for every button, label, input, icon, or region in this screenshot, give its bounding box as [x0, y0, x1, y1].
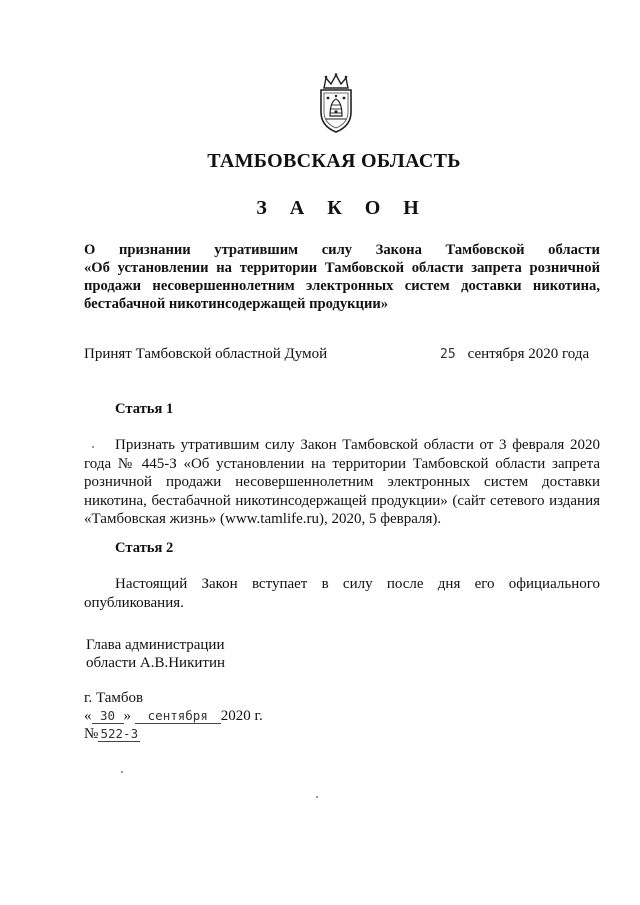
law-number	[84, 725, 263, 743]
adoption-date	[440, 346, 589, 363]
scan-speck	[121, 771, 123, 773]
city: г. Тамбов	[84, 690, 144, 706]
scan-speck	[92, 446, 94, 448]
subject-word: Закона	[375, 242, 422, 258]
signature-block	[86, 636, 225, 672]
adoption-day: 25	[440, 347, 456, 362]
article-1-heading: Статья 1	[115, 401, 174, 417]
subject-word: признании	[118, 242, 191, 258]
article-2-text	[84, 575, 600, 612]
signing-day: 30	[92, 709, 124, 724]
document-type-title: З А К О Н	[256, 197, 428, 219]
subject-word: области	[548, 242, 600, 258]
adoption-text: Принят Тамбовской областной Думой	[84, 346, 328, 362]
article-2-body: Настоящий Закон вступает в силу после дня его официального опубликования.	[84, 576, 600, 611]
signer-name: области А.В.Никитин	[86, 655, 226, 671]
number-sign: №	[84, 726, 99, 742]
article-1-body: Признать утратившим силу Закон Тамбовской области от 3 февраля 2020 года № 445-З «Об установлении на территории Тамбовской области запрета розничной продажи несовершеннолетним электронных систем доставки никотина, бестабачной никотинсодержащей продукции» (сайт сетевого издания «Тамбовская жизнь» (www.tamlife.ru), 2020, 5 февраля).	[84, 437, 600, 528]
signing-date	[84, 707, 263, 725]
article-2-heading: Статья 2	[115, 540, 174, 556]
subject-word: Тамбовской	[445, 242, 525, 258]
subject-word: О	[84, 242, 96, 258]
signing-month: сентября	[135, 709, 221, 724]
adoption-line	[84, 346, 600, 363]
subject-word: силу	[321, 242, 353, 258]
subject-first-line	[84, 241, 600, 259]
adoption-month-year: сентября 2020 года	[467, 346, 590, 362]
article-1-text	[84, 436, 600, 529]
signer-position: Глава администрации	[86, 637, 225, 653]
subject-word: утратившим	[214, 242, 299, 258]
subject-rest: «Об установлении на территории Тамбовской области запрета розничной продажи несовершеннолетним электронных систем доставки никотина, бестабачной никотинсодержащей продукции»	[84, 260, 600, 312]
quote-close: »	[123, 708, 131, 724]
scan-speck	[316, 796, 318, 798]
quote-open: «	[84, 708, 92, 724]
coat-of-arms-icon	[314, 72, 358, 136]
signing-year: 2020 г.	[220, 708, 263, 724]
place-date-number-block	[84, 689, 263, 743]
region-title: ТАМБОВСКАЯ ОБЛАСТЬ	[207, 150, 461, 172]
law-subject-title	[84, 241, 600, 313]
law-number-value: 522-З	[98, 727, 140, 742]
